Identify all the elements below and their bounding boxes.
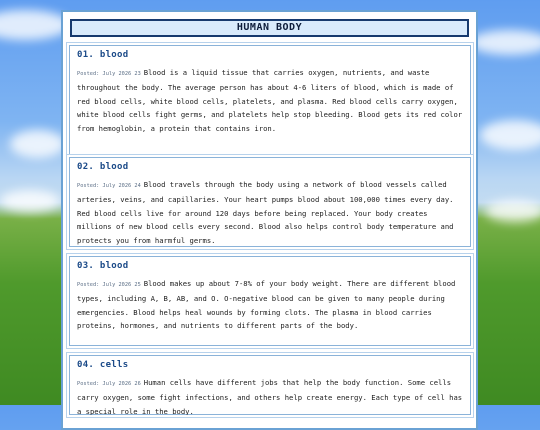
post-body xyxy=(77,66,464,135)
blog-container xyxy=(61,10,478,430)
cloud xyxy=(0,10,70,40)
post-body xyxy=(77,277,464,333)
post-heading: 02. blood xyxy=(77,162,129,172)
post-date: Posted: July 2026 26 xyxy=(77,381,141,387)
post-body xyxy=(77,376,464,418)
post-text: Blood makes up about 7-8% of your body weight. There are different blood types, including A, B, AB, and O. O-negative blood can be given to many people during emergencies. Blood helps heal wounds by forming clots. The plasma in blood carries proteins, hormones, and nutrients to different parts of the body. xyxy=(77,279,456,331)
post-date: Posted: July 2026 23 xyxy=(77,71,141,77)
post-text: Blood travels through the body using a network of blood vessels called arteries, veins, and capillaries. Your heart pumps blood about 100,000 times every day. Red blood cells live for around 120 days before being replaced. Your body creates millions of new blood cells every second. Blood also helps control body temperature and protects you from harmful germs. xyxy=(77,180,454,245)
cloud xyxy=(485,200,540,222)
post-body xyxy=(77,178,464,247)
post-date: Posted: July 2026 25 xyxy=(77,282,141,288)
post-heading: 01. blood xyxy=(77,50,129,60)
post-text: Human cells have different jobs that help the body function. Some cells carry oxygen, some fight infections, and others help create energy. Each type of cell has a special role in the body. xyxy=(77,378,463,416)
post-text: Blood is a liquid tissue that carries oxygen, nutrients, and waste throughout the body. The average person has about 4-6 liters of blood, which is made of red blood cells, white blood cells, platelets, and plasma. Red blood cells carry oxygen, white blood cells fight germs, and platelets help stop bleeding. Blood gets its red color from hemoglobin, a protein that contains iron. xyxy=(77,68,463,133)
post-card xyxy=(69,45,471,155)
page-title: HUMAN BODY xyxy=(70,19,469,37)
post-heading: 04. cells xyxy=(77,360,129,370)
post-card xyxy=(69,157,471,247)
cloud xyxy=(0,190,60,212)
post-heading: 03. blood xyxy=(77,261,129,271)
cloud xyxy=(10,130,65,158)
cloud xyxy=(470,30,540,55)
post-card xyxy=(69,256,471,346)
cloud xyxy=(480,120,540,150)
post-card xyxy=(69,355,471,415)
post-date: Posted: July 2026 24 xyxy=(77,183,141,189)
